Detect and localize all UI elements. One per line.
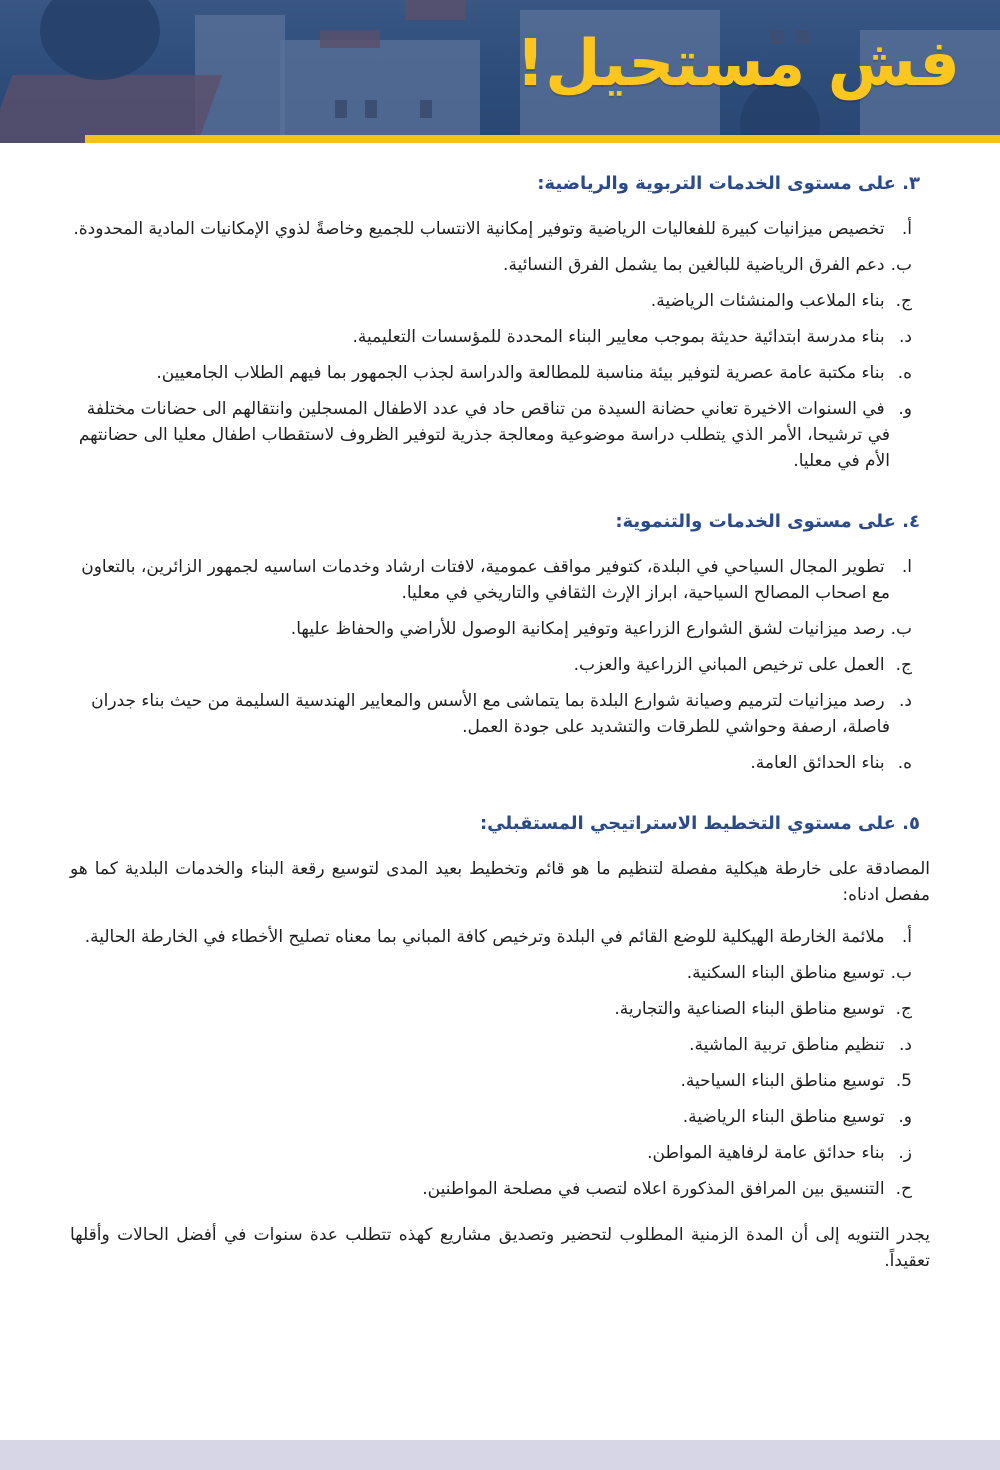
- item-text: تطوير المجال السياحي في البلدة، كتوفير مواقف عمومية، لافتات ارشاد وخدمات اساسيه لجمهور الزائرين، بالتعاون مع اصحاب المصالح السياحية، ابراز الإرث الثقافي والتاريخي في معليا.: [81, 557, 890, 603]
- list-item: [70, 996, 930, 1022]
- list-item: [70, 324, 930, 350]
- list-item: [70, 1140, 930, 1166]
- item-label: ا.: [901, 557, 912, 577]
- item-text: توسيع مناطق البناء الرياضية.: [682, 1107, 885, 1127]
- list-item: [70, 924, 930, 950]
- list-item: [70, 960, 930, 986]
- item-label: ب.: [890, 619, 912, 639]
- section-title: ٥. على مستوي التخطيط الاستراتيجي المستقبلي:: [479, 813, 920, 834]
- item-label: ج.: [895, 291, 912, 311]
- tree-shape: [40, 0, 160, 80]
- list-item: [70, 1104, 930, 1130]
- section-intro: المصادقة على خارطة هيكلية مفصلة لتنظيم ما هو قائم وتخطيط بعيد المدى لتوسيع رقعة البناء والخدمات البلدية كما هو مفصل ادناه:: [70, 859, 930, 905]
- section-development-services: [70, 508, 930, 776]
- item-text: بناء حدائق عامة لرفاهية المواطن.: [647, 1143, 885, 1163]
- banner-title: فش مستحيل!: [515, 27, 960, 101]
- item-label: ح.: [895, 1179, 912, 1199]
- document-content: [70, 170, 930, 1308]
- item-text: بناء مدرسة ابتدائية حديثة بموجب معايير البناء المحددة للمؤسسات التعليمية.: [352, 327, 885, 347]
- item-label: ه.: [897, 753, 912, 773]
- section-strategic-planning: [70, 810, 930, 1274]
- section-title: ٣. على مستوى الخدمات التربوية والرياضية:: [537, 173, 920, 194]
- roof-shape: [320, 30, 380, 48]
- item-label: د.: [899, 1035, 912, 1055]
- list-item: [70, 554, 930, 606]
- item-text: بناء الملاعب والمنشئات الرياضية.: [650, 291, 885, 311]
- item-label: أ.: [901, 219, 912, 239]
- item-text: رصد ميزانيات لترميم وصيانة شوارع البلدة بما يتماشى مع الأسس والمعايير الهندسية السليمة من حيث بناء جدران فاصلة، ارصفة وحواشي للطرقات والتشديد على جودة العمل.: [91, 691, 890, 737]
- list-item: [70, 360, 930, 386]
- banner-accent-bar: [85, 135, 1000, 143]
- item-text: في السنوات الاخيرة تعاني حضانة السيدة من تناقص حاد في عدد الاطفال المسجلين وانتقالهم الى حضانات مختلفة في ترشيحا، الأمر الذي يتطلب دراسة موضوعية ومعالجة جذرية لتوفير الظروف لاستقطاب اطفال معليا الى حضانتهم الأم في معليا.: [78, 399, 890, 471]
- list-item: [70, 652, 930, 678]
- list-item: [70, 252, 930, 278]
- item-text: التنسيق بين المرافق المذكورة اعلاه لتصب في مصلحة المواطنين.: [422, 1179, 885, 1199]
- item-text: ملائمة الخارطة الهيكلية للوضع القائم في البلدة وترخيص كافة المباني بما معناه تصليح الأخطاء في الخارطة الحالية.: [84, 927, 885, 947]
- item-label: ب.: [890, 255, 912, 275]
- item-label: ج.: [895, 999, 912, 1019]
- section-educational-sports: [70, 170, 930, 474]
- header-banner: [0, 0, 1000, 143]
- footer-band: [0, 1440, 1000, 1470]
- item-label: د.: [899, 691, 912, 711]
- roof-shape: [405, 0, 465, 20]
- list-item: [70, 288, 930, 314]
- window-shape: [420, 100, 432, 118]
- item-label: ه.: [897, 363, 912, 383]
- list-item: [70, 688, 930, 740]
- list-item: [70, 750, 930, 776]
- building-shape: [280, 40, 480, 143]
- roof-shape: [0, 75, 222, 143]
- list-item: [70, 616, 930, 642]
- item-label: و.: [898, 1107, 912, 1127]
- section-note: يجدر التنويه إلى أن المدة الزمنية المطلوب لتحضير وتصديق مشاريع كهذه تتطلب عدة سنوات في أفضل الحالات وأقلها تعقيداً.: [70, 1225, 930, 1271]
- item-text: دعم الفرق الرياضية للبالغين بما يشمل الفرق النسائية.: [503, 255, 885, 275]
- list-item: [70, 1068, 930, 1094]
- item-label: و.: [898, 399, 912, 419]
- item-text: توسيع مناطق البناء السكنية.: [686, 963, 885, 983]
- item-text: بناء الحدائق العامة.: [750, 753, 885, 773]
- item-label: ز.: [898, 1143, 912, 1163]
- list-item: [70, 396, 930, 474]
- item-text: العمل على ترخيص المباني الزراعية والعزب.: [573, 655, 885, 675]
- item-label: أ.: [901, 927, 912, 947]
- item-text: توسيع مناطق البناء الصناعية والتجارية.: [614, 999, 885, 1019]
- item-text: توسيع مناطق البناء السياحية.: [680, 1071, 885, 1091]
- list-item: [70, 216, 930, 242]
- item-text: تنظيم مناطق تربية الماشية.: [689, 1035, 885, 1055]
- item-label: 5.: [895, 1071, 912, 1091]
- list-item: [70, 1032, 930, 1058]
- item-label: د.: [899, 327, 912, 347]
- window-shape: [365, 100, 377, 118]
- item-label: ج.: [895, 655, 912, 675]
- section-title: ٤. على مستوى الخدمات والتنموية:: [615, 511, 920, 532]
- window-shape: [335, 100, 347, 118]
- item-text: بناء مكتبة عامة عصرية لتوفير بيئة مناسبة للمطالعة والدراسة لجذب الجمهور بما فيهم الطلاب الجامعيين.: [156, 363, 885, 383]
- item-text: تخصيص ميزانيات كبيرة للفعاليات الرياضية وتوفير إمكانية الانتساب للجميع وخاصةً لذوي الإمكانيات المادية المحدودة.: [73, 219, 885, 239]
- list-item: [70, 1176, 930, 1202]
- item-text: رصد ميزانيات لشق الشوارع الزراعية وتوفير إمكانية الوصول للأراضي والحفاظ عليها.: [290, 619, 885, 639]
- item-label: ب.: [890, 963, 912, 983]
